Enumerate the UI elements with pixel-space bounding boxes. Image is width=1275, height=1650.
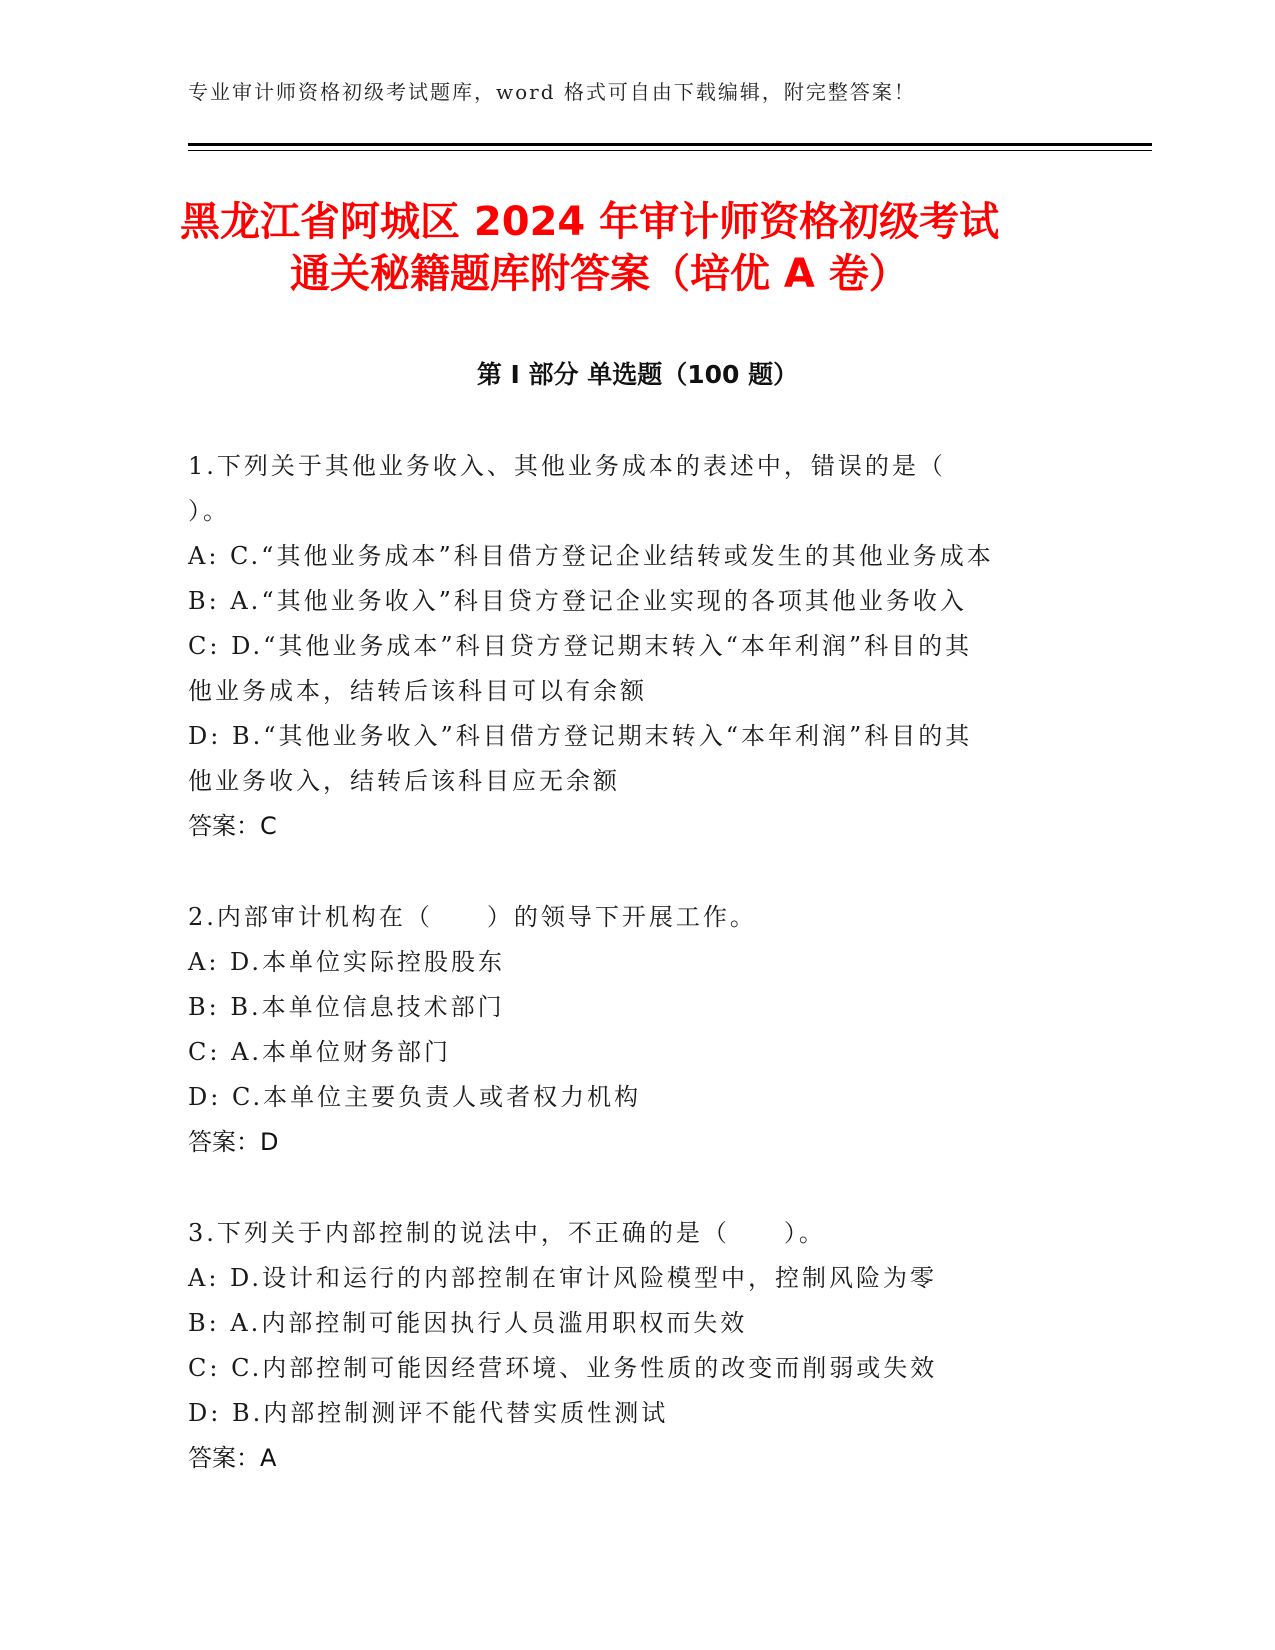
question-1 xyxy=(188,444,1088,849)
answer: 答案：D xyxy=(188,1128,279,1156)
question-2 xyxy=(188,895,1088,1165)
option-d: D: B.内部控制测评不能代替实质性测试 xyxy=(188,1399,669,1427)
section-title: 第 I 部分 单选题（100 题） xyxy=(476,360,799,389)
option-b: B: A.内部控制可能因执行人员滥用职权而失效 xyxy=(188,1309,748,1337)
option-d: D: C.本单位主要负责人或者权力机构 xyxy=(188,1083,642,1111)
option-c-continued: 他业务成本，结转后该科目可以有余额 xyxy=(188,677,647,705)
header-rule-thin xyxy=(188,150,1152,151)
question-stem: 1.下列关于其他业务收入、其他业务成本的表述中，错误的是（ xyxy=(188,452,946,480)
option-a: A: D.设计和运行的内部控制在审计风险模型中，控制风险为零 xyxy=(188,1264,938,1292)
option-c: C: A.本单位财务部门 xyxy=(188,1038,452,1066)
answer: 答案：C xyxy=(188,812,277,840)
header-note: 专业审计师资格初级考试题库，word 格式可自由下载编辑，附完整答案！ xyxy=(188,80,916,104)
option-a: A: D.本单位实际控股股东 xyxy=(188,948,506,976)
option-d: D: B.“其他业务收入”科目借方登记期末转入“本年利润”科目的其 xyxy=(188,722,973,750)
option-a: A: C.“其他业务成本”科目借方登记企业结转或发生的其他业务成本 xyxy=(188,542,994,570)
document-title xyxy=(180,196,1100,300)
option-b: B: A.“其他业务收入”科目贷方登记企业实现的各项其他业务收入 xyxy=(188,587,967,615)
option-c: C: C.内部控制可能因经营环境、业务性质的改变而削弱或失效 xyxy=(188,1354,938,1382)
header-rule-thick xyxy=(188,143,1152,146)
option-c: C: D.“其他业务成本”科目贷方登记期末转入“本年利润”科目的其 xyxy=(188,632,973,660)
answer: 答案：A xyxy=(188,1444,277,1472)
question-3 xyxy=(188,1211,1088,1481)
document-title-line2: 通关秘籍题库附答案（培优 A 卷） xyxy=(290,251,909,297)
option-d-continued: 他业务收入，结转后该科目应无余额 xyxy=(188,767,620,795)
question-stem: 2.内部审计机构在（ ）的领导下开展工作。 xyxy=(188,903,757,931)
question-list xyxy=(188,444,1088,1527)
question-stem: 3.下列关于内部控制的说法中，不正确的是（ ）。 xyxy=(188,1219,826,1247)
document-title-line1: 黑龙江省阿城区 2024 年审计师资格初级考试 xyxy=(180,199,1000,245)
option-b: B: B.本单位信息技术部门 xyxy=(188,993,505,1021)
question-stem-continued: ）。 xyxy=(188,497,230,525)
